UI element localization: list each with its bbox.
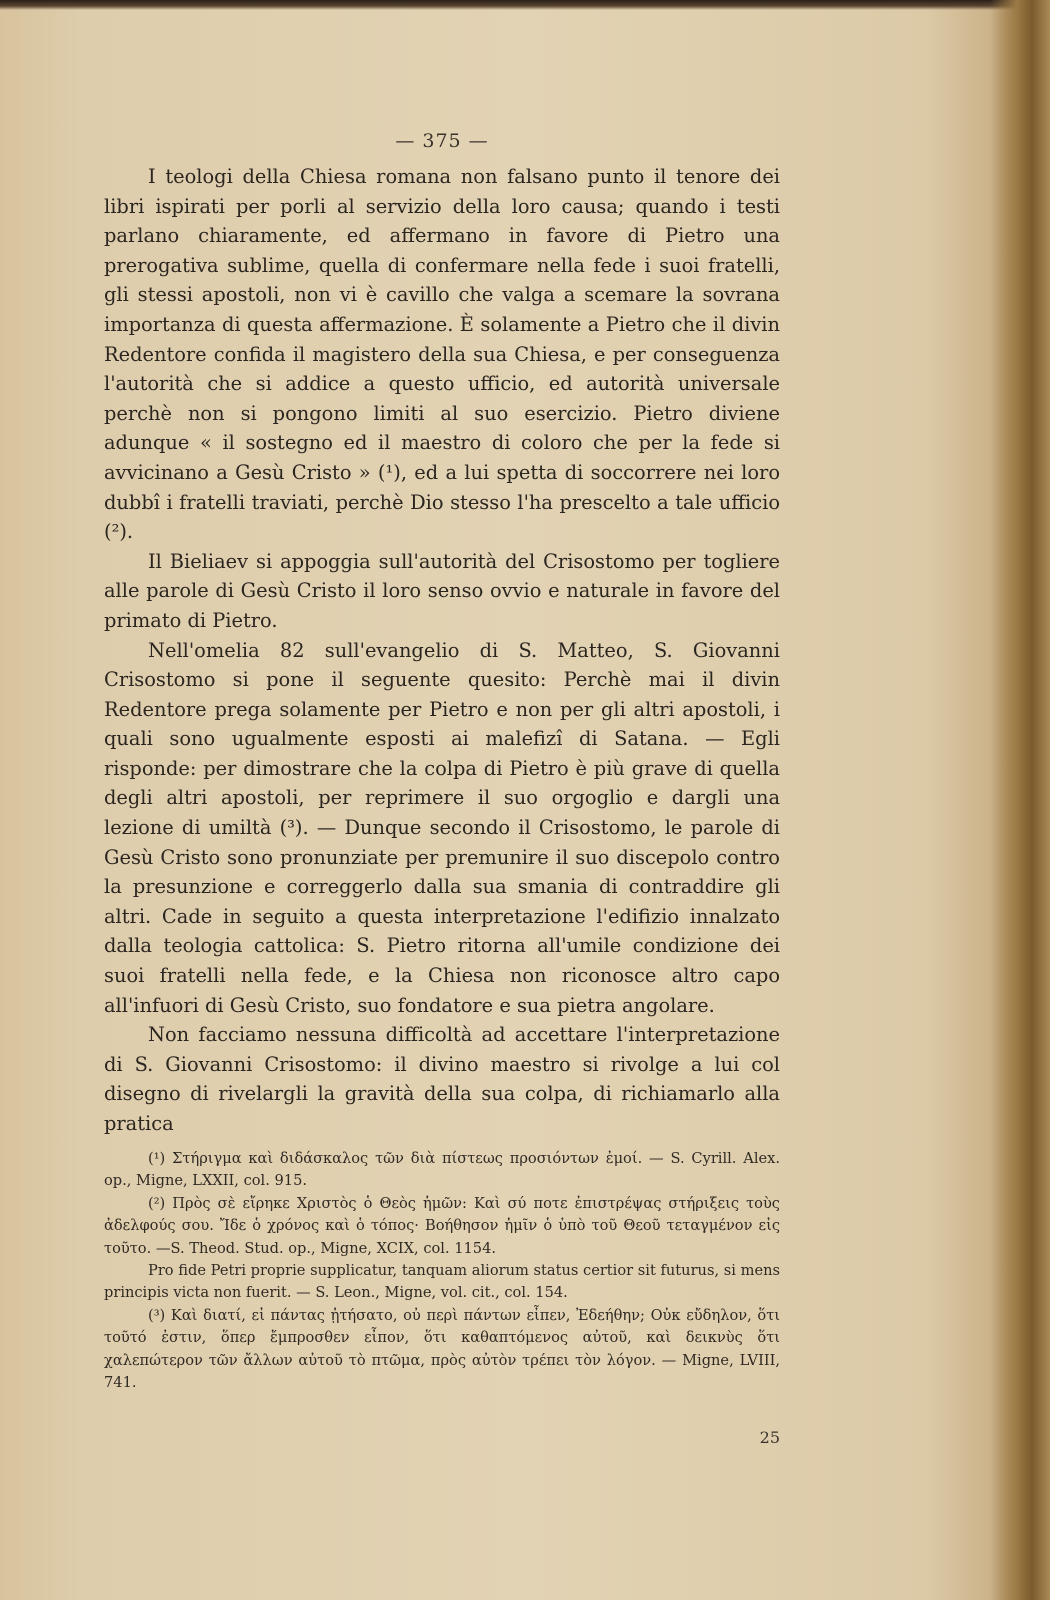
- footnote: (¹) Στήριγμα καὶ διδάσκαλος τῶν διὰ πίστεως προσιόντων ἐμοί. — S. Cyrill. Alex. op., Migne, LXXII, col. 915.: [104, 1150, 780, 1190]
- footnote: (³) Καὶ διατί, εἰ πάντας ᾐτήσατο, οὐ περὶ πάντων εἶπεν, Ἐδεήθην; Οὐκ εὔδηλον, ὅτι τοῦτό ἐστιν, ὅπερ ἔμπροσθεν εἶπον, ὅτι καθαπτόμενος αὐτοῦ, καὶ δεικνὺς ὅτι χαλεπώτερον τῶν ἄλλων αὐτοῦ τὸ πτῶμα, πρὸς αὐτὸν τρέπει τὸν λόγον. — Migne, LVIII, 741.: [104, 1306, 780, 1392]
- page-number: — 375 —: [395, 130, 489, 152]
- page-top-edge: [0, 0, 1050, 10]
- page-gutter-edge: [990, 0, 1050, 1600]
- footnotes: [104, 1148, 780, 1394]
- paragraph: Non facciamo nessuna difficoltà ad accettare l'interpretazione di S. Giovanni Crisostomo: il divino maestro si rivolge a lui col disegno di rivelargli la gravità della sua colpa, di richiamarlo alla pratica: [104, 1023, 780, 1135]
- footnote: Pro fide Petri proprie supplicatur, tanquam aliorum status certior sit futurus, si mens principis victa non fuerit. — S. Leon., Migne, vol. cit., col. 154.: [104, 1262, 780, 1302]
- footnote: (²) Πρὸς σὲ εἴρηκε Χριστὸς ὁ Θεὸς ἡμῶν: Καὶ σύ ποτε ἐπιστρέψας στήριξεις τοὺς ἀδελφούς σου. Ἴδε ὁ χρόνος καὶ ὁ τόπος· Βοήθησον ἡμῖν ὁ ὑπὸ τοῦ Θεοῦ τεταγμένον εἰς τοῦτο. —S. Theod. Stud. op., Migne, XCIX, col. 1154.: [104, 1194, 780, 1257]
- body-text: [104, 162, 780, 1139]
- paragraph: I teologi della Chiesa romana non falsano punto il tenore dei libri ispirati per porli al servizio della loro causa; quando i testi parlano chiaramente, ed affermano in favore di Pietro una prerogativa sublime, quella di confermare nella fede i suoi fratelli, gli stessi apostoli, non vi è cavillo che valga a scemare la sovrana importanza di questa affermazione. È solamente a Pietro che il divin Redentore confida il magistero della sua Chiesa, e per conseguenza l'autorità che si addice a questo ufficio, ed autorità universale perchè non si pongono limiti al suo esercizio. Pietro diviene adunque « il sostegno ed il maestro di coloro che per la fede si avvicinano a Gesù Cristo » (¹), ed a lui spetta di soccorrere nei loro dubbî i fratelli traviati, perchè Dio stesso l'ha prescelto a tale ufficio (²).: [104, 165, 780, 544]
- paragraph: Il Bieliaev si appoggia sull'autorità del Crisostomo per togliere alle parole di Gesù Cristo il loro senso ovvio e naturale in favore del primato di Pietro.: [104, 549, 780, 632]
- paragraph: Nell'omelia 82 sull'evangelio di S. Matteo, S. Giovanni Crisostomo si pone il seguente quesito: Perchè mai il divin Redentore prega solamente per Pietro e non per gli altri apostoli, i quali sono ugualmente esposti ai malefizî di Satana. — Egli risponde: per dimostrare che la colpa di Pietro è più grave di quella degli altri apostoli, per reprimere il suo orgoglio e dargli una lezione di umiltà (³). — Dunque secondo il Crisostomo, le parole di Gesù Cristo sono pronunziate per premunire il suo discepolo contro la presunzione e correggerlo dalla sua smania di contraddire gli altri. Cade in seguito a questa interpretazione l'edifizio innalzato dalla teologia cattolica: S. Pietro ritorna all'umile condizione dei suoi fratelli nella fede, e la Chiesa non riconosce altro capo all'infuori di Gesù Cristo, suo fondatore e sua pietra angolare.: [104, 638, 780, 1017]
- signature-mark: 25: [759, 1428, 780, 1447]
